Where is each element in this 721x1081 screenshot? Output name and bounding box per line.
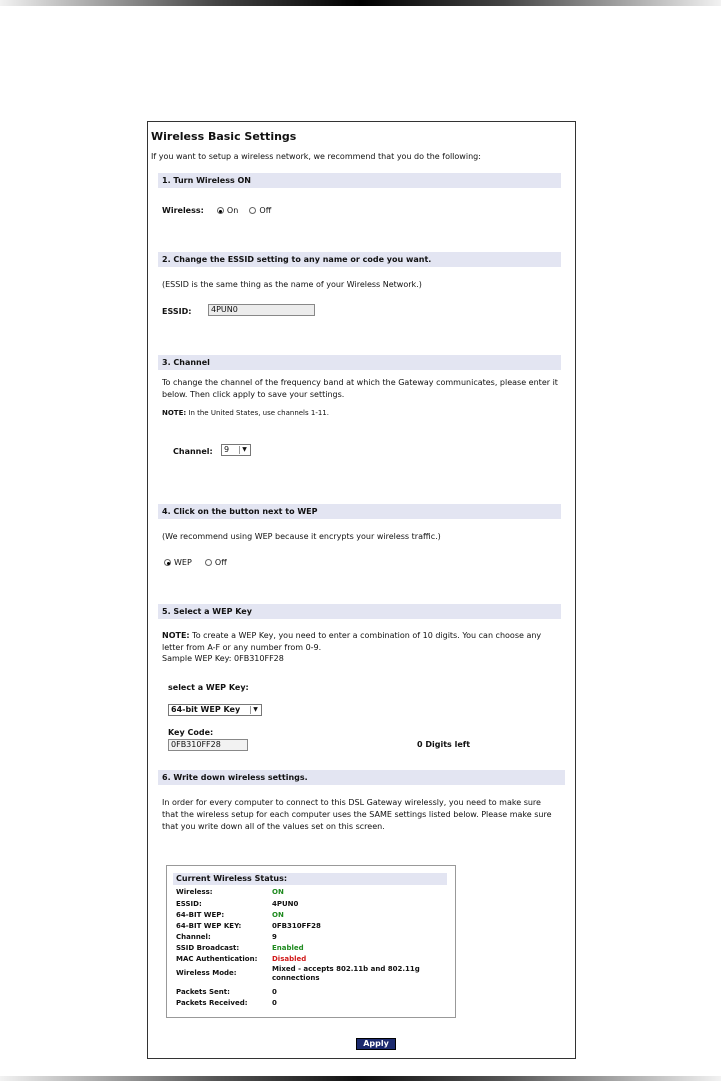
page-title: Wireless Basic Settings <box>151 130 297 143</box>
status-value-wep-key: 0FB310FF28 <box>272 922 321 930</box>
channel-note-label: NOTE: <box>162 409 187 417</box>
status-value-wireless: ON <box>272 888 284 896</box>
wep-key-select-label: select a WEP Key: <box>168 683 249 692</box>
digits-left-counter: 0 Digits left <box>417 740 471 749</box>
wireless-row <box>162 206 271 215</box>
status-value-packets-received: 0 <box>272 999 277 1007</box>
section-header-channel: 3. Channel <box>158 355 561 370</box>
channel-select-value: 9 <box>224 445 230 454</box>
wep-off-label: Off <box>214 558 227 567</box>
wireless-label: Wireless: <box>162 206 204 215</box>
write-down-line1: In order for every computer to connect to this DSL Gateway wirelessly, you need to make sure <box>162 798 541 807</box>
wep-off-radio[interactable] <box>205 559 212 566</box>
wireless-off-label: Off <box>259 206 272 215</box>
wep-row <box>164 558 227 567</box>
status-header: Current Wireless Status: <box>173 873 447 885</box>
key-code-input[interactable]: 0FB310FF28 <box>168 739 248 751</box>
status-value-channel: 9 <box>272 933 277 941</box>
write-down-line2: that the wireless setup for each computer uses the SAME settings listed below. Please make sure <box>162 810 552 819</box>
channel-note <box>162 409 329 417</box>
wep-key-select[interactable] <box>168 704 262 716</box>
wep-key-note-text1: To create a WEP Key, you need to enter a combination of 10 digits. You can choose any <box>189 631 542 640</box>
section-header-write-down: 6. Write down wireless settings. <box>158 770 565 785</box>
essid-input[interactable]: 4PUN0 <box>208 304 315 316</box>
status-label-wep: 64-BIT WEP: <box>176 911 225 919</box>
section-header-wep: 4. Click on the button next to WEP <box>158 504 561 519</box>
section-header-turn-wireless-on: 1. Turn Wireless ON <box>158 173 561 188</box>
key-code-label: Key Code: <box>168 728 214 737</box>
chevron-down-icon: ▼ <box>250 706 260 714</box>
essid-label: ESSID: <box>162 307 192 316</box>
status-label-wireless-mode: Wireless Mode: <box>176 969 237 977</box>
current-wireless-status-box <box>166 865 456 1018</box>
channel-note-text: In the United States, use channels 1-11. <box>186 409 329 417</box>
channel-desc-line1: To change the channel of the frequency band at which the Gateway communicates, please enter it <box>162 378 558 387</box>
status-label-mac-auth: MAC Authentication: <box>176 955 258 963</box>
status-label-packets-received: Packets Received: <box>176 999 248 1007</box>
status-value-packets-sent: 0 <box>272 988 277 996</box>
top-decorative-bar <box>0 0 721 6</box>
status-label-packets-sent: Packets Sent: <box>176 988 230 996</box>
wep-key-select-value: 64-bit WEP Key <box>171 705 241 714</box>
section-header-wep-key: 5. Select a WEP Key <box>158 604 561 619</box>
status-value-wireless-mode-cont: connections <box>272 974 320 982</box>
wep-note: (We recommend using WEP because it encrypts your wireless traffic.) <box>162 532 441 541</box>
essid-note: (ESSID is the same thing as the name of your Wireless Network.) <box>162 280 422 289</box>
wep-on-radio[interactable] <box>164 559 171 566</box>
wep-key-sample: Sample WEP Key: 0FB310FF28 <box>162 654 284 663</box>
chevron-down-icon: ▼ <box>239 446 249 454</box>
status-value-wireless-mode: Mixed - accepts 802.11b and 802.11g <box>272 965 420 973</box>
status-label-wireless: Wireless: <box>176 888 213 896</box>
write-down-line3: that you write down all of the values set on this screen. <box>162 822 385 831</box>
status-value-wep: ON <box>272 911 284 919</box>
channel-label: Channel: <box>173 447 213 456</box>
apply-button[interactable]: Apply <box>356 1038 396 1050</box>
wep-on-label: WEP <box>174 558 192 567</box>
wep-key-note-label: NOTE: <box>162 631 190 640</box>
status-label-ssid-broadcast: SSID Broadcast: <box>176 944 240 952</box>
status-label-channel: Channel: <box>176 933 211 941</box>
bottom-decorative-bar <box>0 1076 721 1081</box>
status-label-essid: ESSID: <box>176 900 202 908</box>
wep-key-note-line2: letter from A-F or any number from 0-9. <box>162 643 322 652</box>
channel-select[interactable] <box>221 444 251 456</box>
channel-desc-line2: below. Then click apply to save your settings. <box>162 390 345 399</box>
wireless-on-label: On <box>226 206 239 215</box>
status-label-wep-key: 64-BIT WEP KEY: <box>176 922 242 930</box>
section-header-essid: 2. Change the ESSID setting to any name or code you want. <box>158 252 561 267</box>
wireless-on-radio[interactable] <box>217 207 224 214</box>
intro-text: If you want to setup a wireless network, we recommend that you do the following: <box>151 152 481 161</box>
status-value-essid: 4PUN0 <box>272 900 299 908</box>
settings-panel <box>147 121 576 1059</box>
status-value-mac-auth: Disabled <box>272 955 307 963</box>
wep-key-note-line1 <box>162 631 541 640</box>
wireless-off-radio[interactable] <box>249 207 256 214</box>
status-value-ssid-broadcast: Enabled <box>272 944 304 952</box>
